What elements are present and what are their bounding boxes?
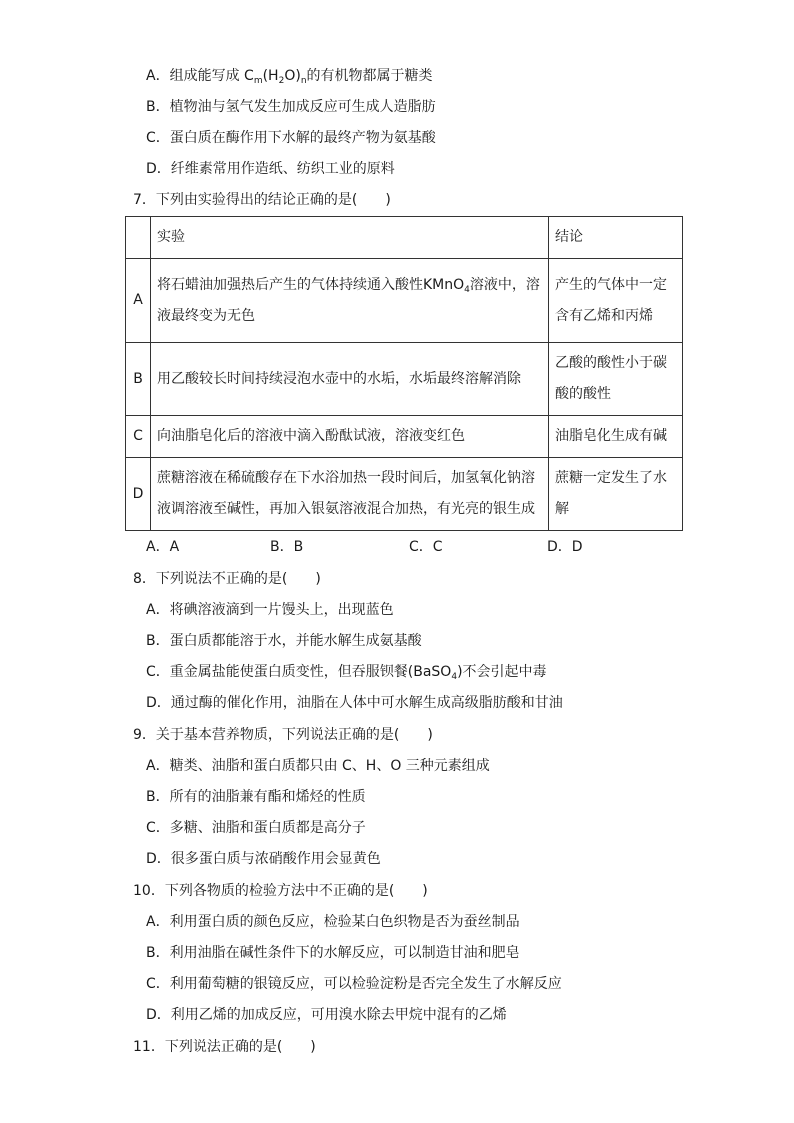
q8-stem: 8．下列说法不正确的是( ) [133, 571, 321, 587]
q6-option-b: B．植物油与氢气发生加成反应可生成人造脂肪 [146, 99, 436, 115]
q8-option-d: D．通过酶的催化作用，油脂在人体中可水解生成高级脂肪酸和甘油 [146, 695, 563, 711]
q6-option-c: C．蛋白质在酶作用下水解的最终产物为氨基酸 [146, 130, 436, 146]
table-row [126, 343, 683, 416]
q7-answer-a: A．A [146, 539, 180, 555]
q7-answer-d: D．D [547, 539, 583, 555]
row-label: B [126, 343, 151, 416]
q6-option-a: A．组成能写成 $C_m(H_2O)_n$的有机物都属于糖类 [146, 68, 433, 86]
q9-option-b: B．所有的油脂兼有酯和烯烃的性质 [146, 789, 366, 805]
q8-option-c: C．重金属盐能使蛋白质变性，但吞服钡餐(BaSO$_4$)不会引起中毒 [146, 664, 547, 682]
q11-stem: 11．下列说法正确的是( ) [133, 1039, 316, 1055]
header-conclusion: 结论 [549, 217, 683, 259]
q10-option-a: A．利用蛋白质的颜色反应，检验某白色织物是否为蚕丝制品 [146, 914, 520, 930]
row-label: C [126, 416, 151, 458]
q7-answer-b: B．B [270, 539, 304, 555]
experiment-cell: 用乙酸较长时间持续浸泡水壶中的水垢，水垢最终溶解消除 [151, 343, 549, 416]
conclusion-cell: 蔗糖一定发生了水 解 [549, 458, 683, 531]
header-experiment: 实验 [151, 217, 549, 259]
header-empty-cell [126, 217, 151, 259]
conclusion-cell: 油脂皂化生成有碱 [549, 416, 683, 458]
q9-option-c: C．多糖、油脂和蛋白质都是高分子 [146, 820, 366, 836]
q6-option-d: D．纤维素常用作造纸、纺织工业的原料 [146, 161, 395, 177]
q10-option-c: C．利用葡萄糖的银镜反应，可以检验淀粉是否完全发生了水解反应 [146, 976, 562, 992]
q10-stem: 10．下列各物质的检验方法中不正确的是( ) [133, 883, 428, 899]
row-label: A [126, 259, 151, 343]
experiment-cell: 向油脂皂化后的溶液中滴入酚酞试液，溶液变红色 [151, 416, 549, 458]
table-row [126, 416, 683, 458]
experiment-cell: 将石蜡油加强热后产生的气体持续通入酸性KMnO$_4$溶液中，溶 液最终变为无色 [151, 259, 549, 343]
q8-option-b: B．蛋白质都能溶于水，并能水解生成氨基酸 [146, 633, 422, 649]
q10-option-b: B．利用油脂在碱性条件下的水解反应，可以制造甘油和肥皂 [146, 945, 520, 961]
row-label: D [126, 458, 151, 531]
q7-answer-c: C．C [409, 539, 443, 555]
q8-option-a: A．将碘溶液滴到一片馒头上，出现蓝色 [146, 602, 394, 618]
conclusion-cell: 乙酸的酸性小于碳 酸的酸性 [549, 343, 683, 416]
table-header-row [126, 217, 683, 259]
q10-option-d: D．利用乙烯的加成反应，可用溴水除去甲烷中混有的乙烯 [146, 1007, 507, 1023]
experiment-cell: 蔗糖溶液在稀硫酸存在下水浴加热一段时间后，加氢氧化钠溶 液调溶液至碱性，再加入银氨溶液混合加热，有光亮的银生成 [151, 458, 549, 531]
table-row [126, 259, 683, 343]
q9-option-a: A．糖类、油脂和蛋白质都只由 C、H、O 三种元素组成 [146, 758, 490, 774]
q7-stem: 7．下列由实验得出的结论正确的是( ) [133, 192, 391, 208]
q9-stem: 9．关于基本营养物质，下列说法正确的是( ) [133, 727, 433, 743]
table-row [126, 458, 683, 531]
q9-option-d: D．很多蛋白质与浓硝酸作用会显黄色 [146, 851, 381, 867]
conclusion-cell: 产生的气体中一定 含有乙烯和丙烯 [549, 259, 683, 343]
experiment-table [125, 216, 683, 531]
